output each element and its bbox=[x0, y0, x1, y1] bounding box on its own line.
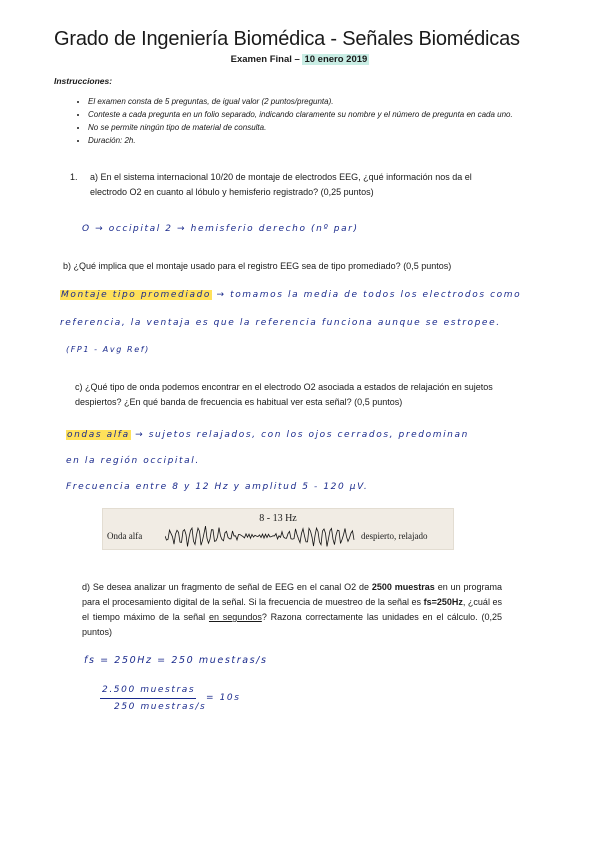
wave-name-label: Onda alfa bbox=[107, 531, 143, 541]
bold-term: fs=250Hz bbox=[423, 597, 463, 607]
underlined-term: en segundos bbox=[208, 612, 262, 622]
answer-text: → tomamos la media de todos los electrodos como bbox=[212, 290, 522, 300]
handwritten-answer-line: Frecuencia entre 8 y 12 Hz y amplitud 5 - 120 μV. bbox=[66, 482, 369, 492]
fraction-denominator: 250 muestras/s bbox=[114, 702, 207, 712]
question-number: 1. bbox=[70, 172, 78, 182]
handwritten-answer-line: referencia, la ventaja es que la referencia funciona aunque se estropee. bbox=[60, 318, 501, 328]
handwritten-answer-line: (FP1 - Avg Ref) bbox=[66, 345, 150, 354]
instruction-item: • Conteste a cada pregunta en un folio separado, indicando claramente su nombre y el número de pregunta en cada uno. bbox=[88, 109, 518, 121]
bold-term: 2500 muestras bbox=[371, 582, 435, 592]
handwritten-answer-line: en la región occipital. bbox=[66, 456, 200, 466]
fraction-bar bbox=[100, 698, 196, 699]
question-text: , ¿cuál es el tiempo máximo de la señal bbox=[82, 597, 503, 622]
fraction-numerator: 2.500 muestras bbox=[102, 685, 196, 695]
question-text: a) En el sistema internacional 10/20 de montaje de electrodos EEG, ¿qué información nos da el electrodo O2 en cuanto al lóbulo y hemisferio registrado? (0,25 puntos) bbox=[90, 172, 472, 197]
page-title: Grado de Ingeniería Biomédica - Señales Biomédicas bbox=[54, 28, 520, 50]
frequency-band-label: 8 - 13 Hz bbox=[259, 513, 297, 524]
question-1a bbox=[70, 170, 500, 200]
question-text: d) Se desea analizar un fragmento de señal de EEG en el canal O2 de bbox=[82, 582, 372, 592]
instruction-item: • El examen consta de 5 preguntas, de igual valor (2 puntos/pregunta). bbox=[88, 96, 518, 108]
highlighted-term: ondas alfa bbox=[67, 430, 130, 440]
question-1b: b) ¿Qué implica que el montaje usado para el registro EEG sea de tipo promediado? (0,5 puntos) bbox=[63, 261, 452, 271]
handwritten-answer-line: fs = 250Hz = 250 muestras/s bbox=[84, 655, 268, 666]
handwritten-answer: O → occipital 2 → hemisferio derecho (nº par) bbox=[82, 224, 359, 234]
exam-subtitle bbox=[0, 54, 600, 65]
alpha-wave-trace bbox=[165, 523, 355, 549]
answer-text: → sujetos relajados, con los ojos cerrados, predominan bbox=[130, 430, 469, 440]
question-text: en un programa para el procesamiento digital de la señal. Si la frecuencia de muestreo de la señal es bbox=[82, 582, 503, 607]
calculation-result: = 10s bbox=[206, 693, 241, 703]
question-text: ? Razona correctamente las unidades en el cálculo. (0,25 puntos) bbox=[82, 612, 503, 637]
handwritten-answer-line bbox=[60, 290, 521, 300]
instruction-item: • No se permite ningún tipo de material de consulta. bbox=[88, 122, 518, 134]
exam-type: Examen Final – bbox=[230, 54, 303, 65]
highlighted-term: Montaje tipo promediado bbox=[61, 290, 211, 300]
question-1c: c) ¿Qué tipo de onda podemos encontrar en el electrodo O2 asociada a estados de relajación en sujetos despiertos? ¿En qué banda de frecuencia es habitual ver esta señal? (0,5 puntos) bbox=[75, 382, 493, 407]
handwritten-answer-line bbox=[66, 430, 469, 440]
question-1d bbox=[82, 580, 502, 640]
instructions-label: Instrucciones: bbox=[54, 76, 113, 86]
alpha-wave-figure bbox=[102, 508, 454, 550]
instruction-item: • Duración: 2h. bbox=[88, 135, 518, 147]
state-label: despierto, relajado bbox=[361, 531, 428, 541]
exam-date: 10 enero 2019 bbox=[304, 54, 368, 65]
instructions-list bbox=[70, 96, 518, 148]
